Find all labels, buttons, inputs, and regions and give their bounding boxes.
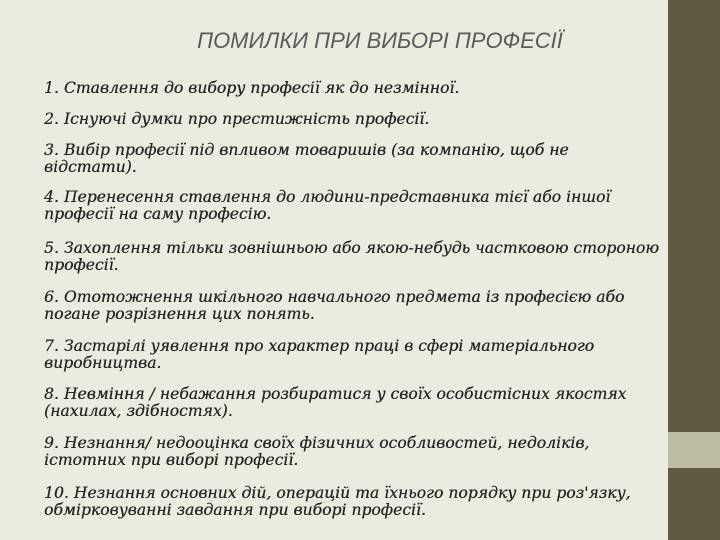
side-bar-accent (668, 432, 720, 468)
list-item: 10. Незнання основних дій, операцій та їхнього порядку при роз'язку, обмірковуванні завдання при виборі професії. (44, 484, 631, 519)
list-item: 4. Перенесення ставлення до людини-представника тієї або іншої професії на саму професію. (44, 188, 611, 223)
list-item: 3. Вибір професії під впливом товаришів (за компанію, щоб не відстати). (44, 141, 569, 176)
list-item: 8. Невміння / небажання розбиратися у своїх особистісних якостях (нахилах, здібностях). (44, 385, 627, 420)
list-item: 2. Існуючі думки про престижність професії. (44, 110, 430, 128)
list-item: 7. Застарілі уявлення про характер праці в сфері матеріального виробництва. (44, 337, 595, 372)
slide-title: ПОМИЛКИ ПРИ ВИБОРІ ПРОФЕСІЇ (197, 28, 563, 53)
list-item: 5. Захоплення тільки зовнішньою або якою-небудь частковою стороною професії. (44, 239, 660, 274)
list-item: 6. Ототожнення шкільного навчального предмета із професією або погане розрізнення цих понять. (44, 288, 625, 323)
list-item: 9. Незнання/ недооцінка своїх фізичних особливостей, недоліків, істотних при виборі професії. (44, 434, 590, 469)
list-item: 1. Ставлення до вибору професії як до незмінної. (44, 79, 460, 97)
